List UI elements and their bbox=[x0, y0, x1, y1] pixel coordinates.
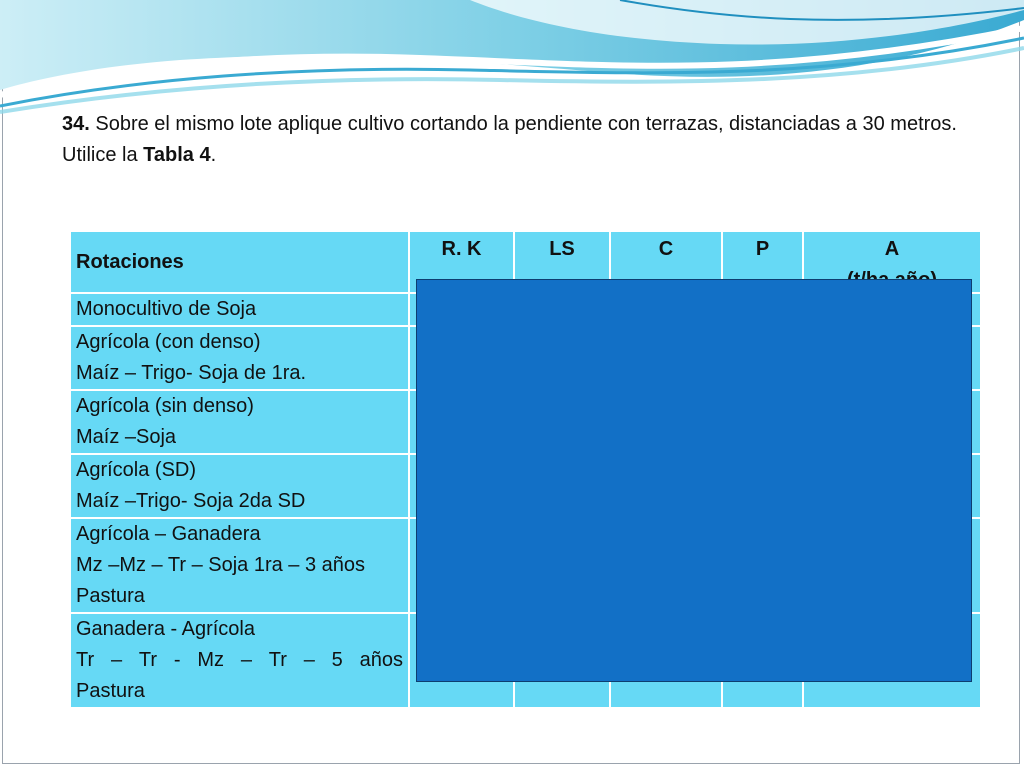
justified-word: Tr bbox=[76, 649, 95, 671]
question-text bbox=[62, 109, 962, 171]
question-end: . bbox=[210, 144, 217, 166]
justified-word: – bbox=[303, 649, 315, 671]
rotation-line: Agrícola – Ganadera bbox=[76, 523, 261, 545]
rotation-line: Monocultivo de Soja bbox=[76, 298, 257, 320]
header-p: P bbox=[722, 231, 803, 293]
rotation-line: Pastura bbox=[76, 585, 145, 607]
rotation-line: Maíz –Soja bbox=[76, 426, 177, 448]
justified-word: – bbox=[240, 649, 252, 671]
rotation-line: Agrícola (SD) bbox=[76, 459, 197, 481]
rotation-cell bbox=[70, 326, 409, 390]
justified-word: Tr bbox=[268, 649, 287, 671]
rotation-cell bbox=[70, 613, 409, 708]
rotation-cell bbox=[70, 454, 409, 518]
header-rk: R. K bbox=[409, 231, 514, 293]
header-c: C bbox=[610, 231, 722, 293]
justified-word: Mz bbox=[197, 649, 224, 671]
rotation-line: Mz –Mz – Tr – Soja 1ra – 3 años bbox=[76, 554, 366, 576]
rotation-line: Pastura bbox=[76, 680, 145, 702]
rotation-line-justified bbox=[76, 645, 403, 676]
justified-word: Tr bbox=[138, 649, 158, 671]
rotation-line: Maíz – Trigo- Soja de 1ra. bbox=[76, 362, 307, 384]
rotation-cell bbox=[70, 293, 409, 326]
question-body: Sobre el mismo lote aplique cultivo cortando la pendiente con terrazas, distanciadas a 30 metros. Utilice la bbox=[62, 113, 957, 166]
table-reference: Tabla 4 bbox=[143, 144, 211, 166]
justified-word: años bbox=[359, 649, 403, 671]
rotation-cell bbox=[70, 390, 409, 454]
header-a-label: A bbox=[884, 238, 900, 260]
header-ls: LS bbox=[514, 231, 610, 293]
header-rotaciones: Rotaciones bbox=[70, 231, 409, 293]
rotation-line: Maíz –Trigo- Soja 2da SD bbox=[76, 490, 306, 512]
rotation-line: Agrícola (sin denso) bbox=[76, 395, 254, 417]
rotation-line: Agrícola (con denso) bbox=[76, 331, 261, 353]
wave-header-decoration bbox=[0, 0, 1024, 120]
answer-cover-box bbox=[416, 279, 972, 682]
rotation-line: Ganadera - Agrícola bbox=[76, 618, 255, 640]
justified-word: – bbox=[110, 649, 123, 671]
justified-word: 5 bbox=[331, 649, 343, 671]
rotation-cell bbox=[70, 518, 409, 613]
question-number: 34. bbox=[62, 113, 90, 135]
justified-word: - bbox=[173, 649, 181, 671]
